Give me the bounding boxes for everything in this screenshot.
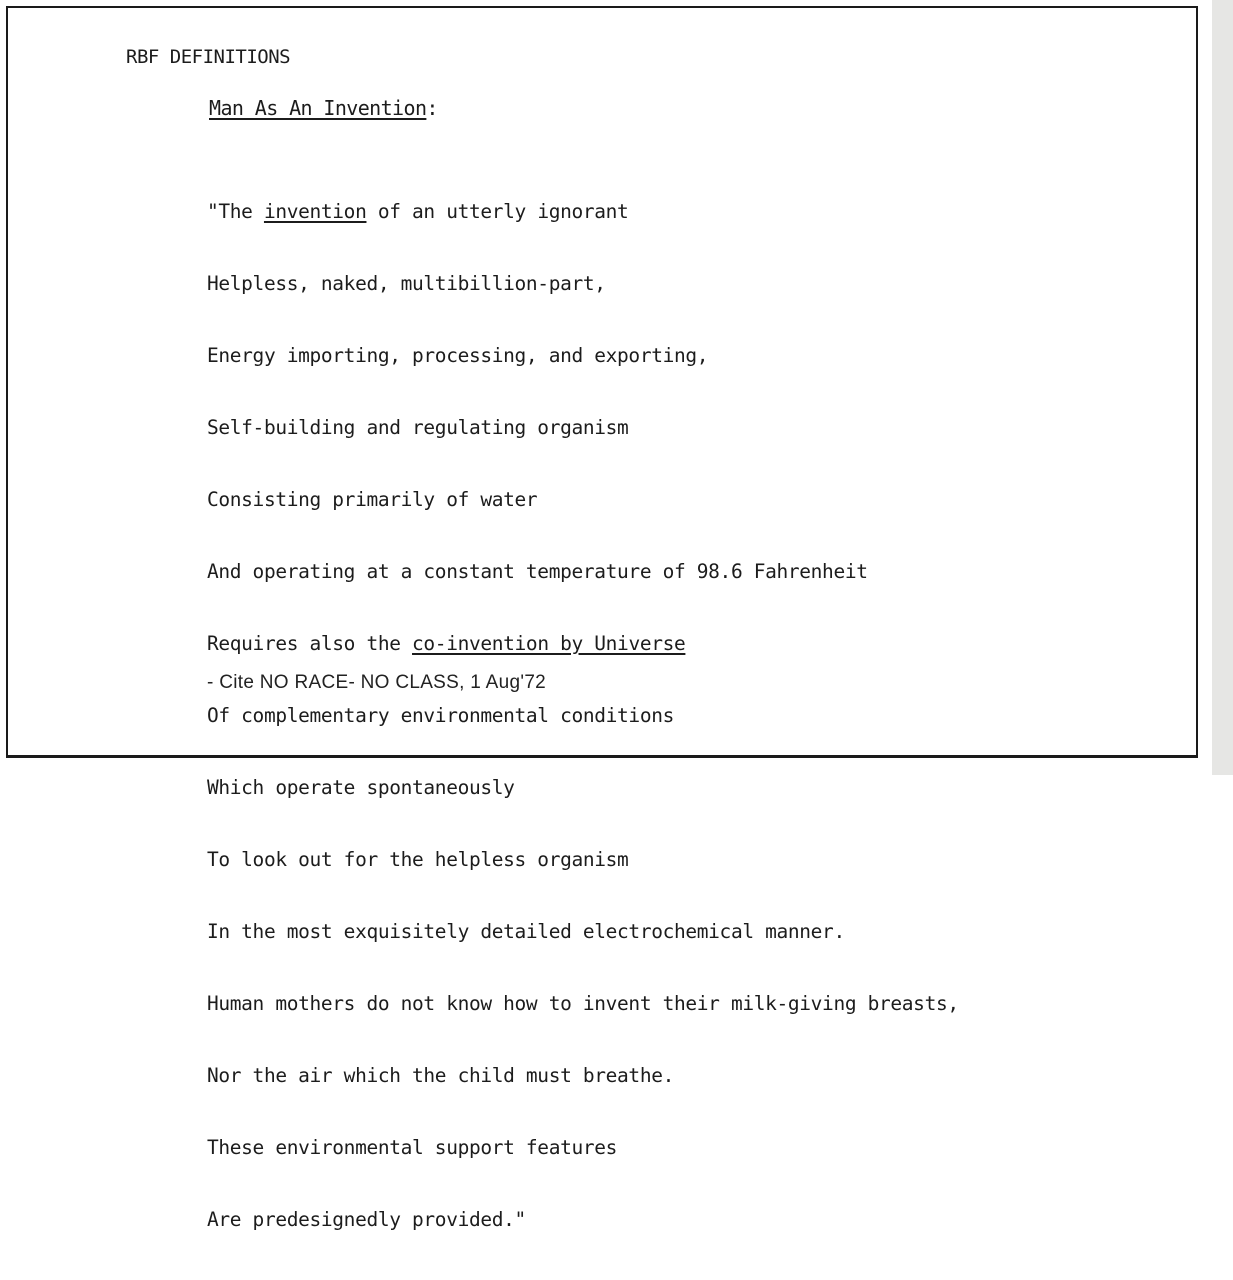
quote-line: Helpless, naked, multibillion-part, [207,272,606,295]
quote-line: In the most exquisitely detailed electrochemical manner. [207,920,845,943]
definition-quote [207,152,959,1280]
quote-line-underlined-term: co-invention by Universe [412,632,686,655]
quote-line-underlined-term: invention [263,200,367,223]
quote-line: Are predesignedly provided." [207,1208,526,1231]
citation: - Cite NO RACE- NO CLASS, 1 Aug'72 [207,672,547,693]
quote-line-segment: of an utterly ignorant [366,200,629,223]
quote-line [207,200,959,224]
quote-line: Energy importing, processing, and exporting, [207,344,709,367]
quote-line [207,632,959,656]
scan-edge [1212,0,1233,775]
definition-card [6,6,1198,1231]
quote-line: These environmental support features [207,1136,618,1159]
quote-line: Of complementary environmental conditions [207,704,674,727]
quote-line-segment: Requires also the [207,632,413,655]
quote-line: Nor the air which the child must breathe. [207,1064,674,1087]
quote-line: Self-building and regulating organism [207,416,629,439]
page-title: RBF DEFINITIONS [126,46,291,68]
definition-title-colon: : [426,96,438,120]
definition-title-text: Man As An Invention [209,96,427,120]
quote-line-segment: "The [207,200,264,223]
definition-title [209,96,438,120]
quote-line: And operating at a constant temperature of 98.6 Fahrenheit [207,560,868,583]
quote-line: Human mothers do not know how to invent their milk-giving breasts, [207,992,959,1015]
quote-line: Which operate spontaneously [207,776,515,799]
quote-line: Consisting primarily of water [207,488,538,511]
quote-line: To look out for the helpless organism [207,848,629,871]
